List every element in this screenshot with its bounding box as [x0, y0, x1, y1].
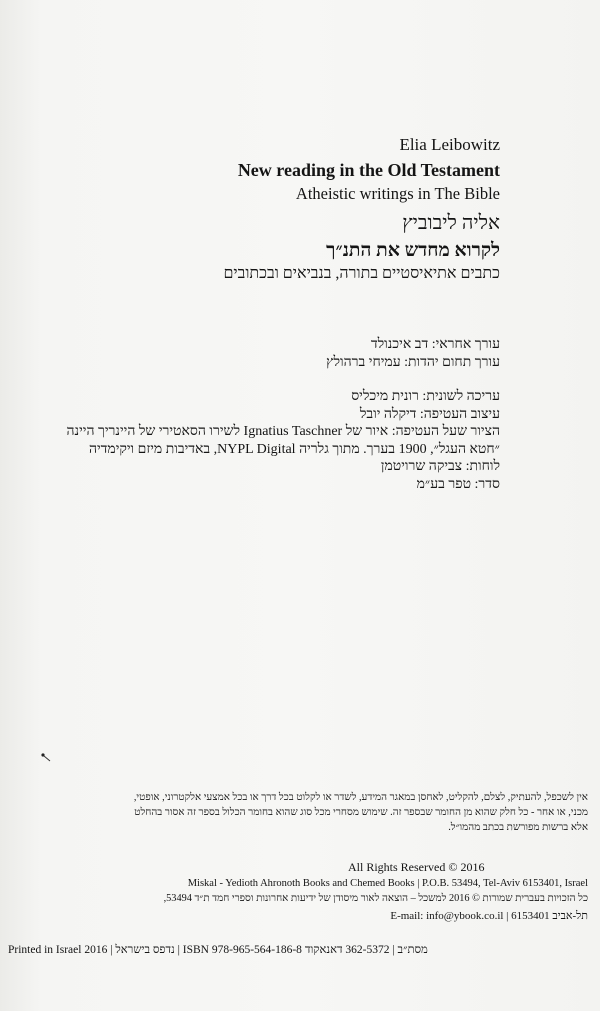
- english-title: New reading in the Old Testament: [237, 160, 500, 180]
- hebrew-subtitle: כתבים אתיאיסטיים בתורה, בנביאים ובכתובים: [223, 265, 500, 282]
- credit-line: עורך אחראי: דב איכנולד: [370, 337, 500, 352]
- credit-line: ״חטא העגל״, 1900 בערך. מתוך גלריה NYPL Digital, באדיבות מיזם ויקימדיה: [88, 441, 500, 457]
- all-rights-reserved: All Rights Reserved © 2016: [348, 860, 485, 874]
- ink-speck: [41, 753, 51, 762]
- credit-line: עורך תחום יהדות: עמיחי ברהולץ: [326, 354, 500, 370]
- editor-credits: [326, 336, 500, 371]
- production-credits: [67, 388, 501, 493]
- notice-line: מכני, או אחר - כל חלק שהוא מן החומר שבספר זה. שימוש מסחרי מכל סוג שהוא בחומר הכלול בספר זה אסור בהחלט: [134, 807, 588, 818]
- english-subtitle: Atheistic writings in The Bible: [295, 184, 500, 203]
- english-author: Elia Leibowitz: [399, 135, 500, 154]
- hebrew-title: לקרוא מחדש את התנ״ך: [326, 240, 500, 261]
- copyright-notice: [12, 790, 588, 835]
- credit-line: הציור שעל העטיפה: איור של Ignatius Taschner לשירו הסאטירי של היינריך היינה: [66, 424, 500, 439]
- hebrew-copyright: כל הזכויות בעברית שמורות © 2016 למשכל – הוצאה לאור מיסודן של ידיעות אחרונות וספרי חמד ת״ד 53494,: [163, 893, 588, 904]
- publisher-address: Miskal - Yedioth Ahronoth Books and Chemed Books | P.O.B. 53494, Tel-Aviv 6153401, Israel: [187, 878, 588, 889]
- credit-line: סדר: טפר בע״מ: [416, 476, 500, 492]
- notice-line: אין לשכפל, להעתיק, לצלם, להקליט, לאחסן במאגר המידע, לשדר או לקלוט בכל דרך או בכל אמצעי אלקטרוני, אופטי,: [133, 792, 588, 803]
- print-isbn-footer: Printed in Israel 2016 | נדפס בישראל | ISBN 978-965-564-186-8 מסת״ב | 362-5372 דאנאקוד: [8, 944, 428, 956]
- notice-line: אלא ברשות מפורשת בכתב מהמו״ל.: [448, 822, 588, 833]
- credit-line: עריכה לשונית: רונית מיכליס: [351, 389, 500, 404]
- email-line: E-mail: info@ybook.co.il | תל-אביב 6153401: [390, 910, 588, 922]
- credit-line: לוחות: צביקה שרויטמן: [380, 459, 500, 474]
- credit-line: עיצוב העטיפה: דיקלה יובל: [359, 406, 500, 422]
- hebrew-author: אליה ליבוביץ: [402, 212, 500, 234]
